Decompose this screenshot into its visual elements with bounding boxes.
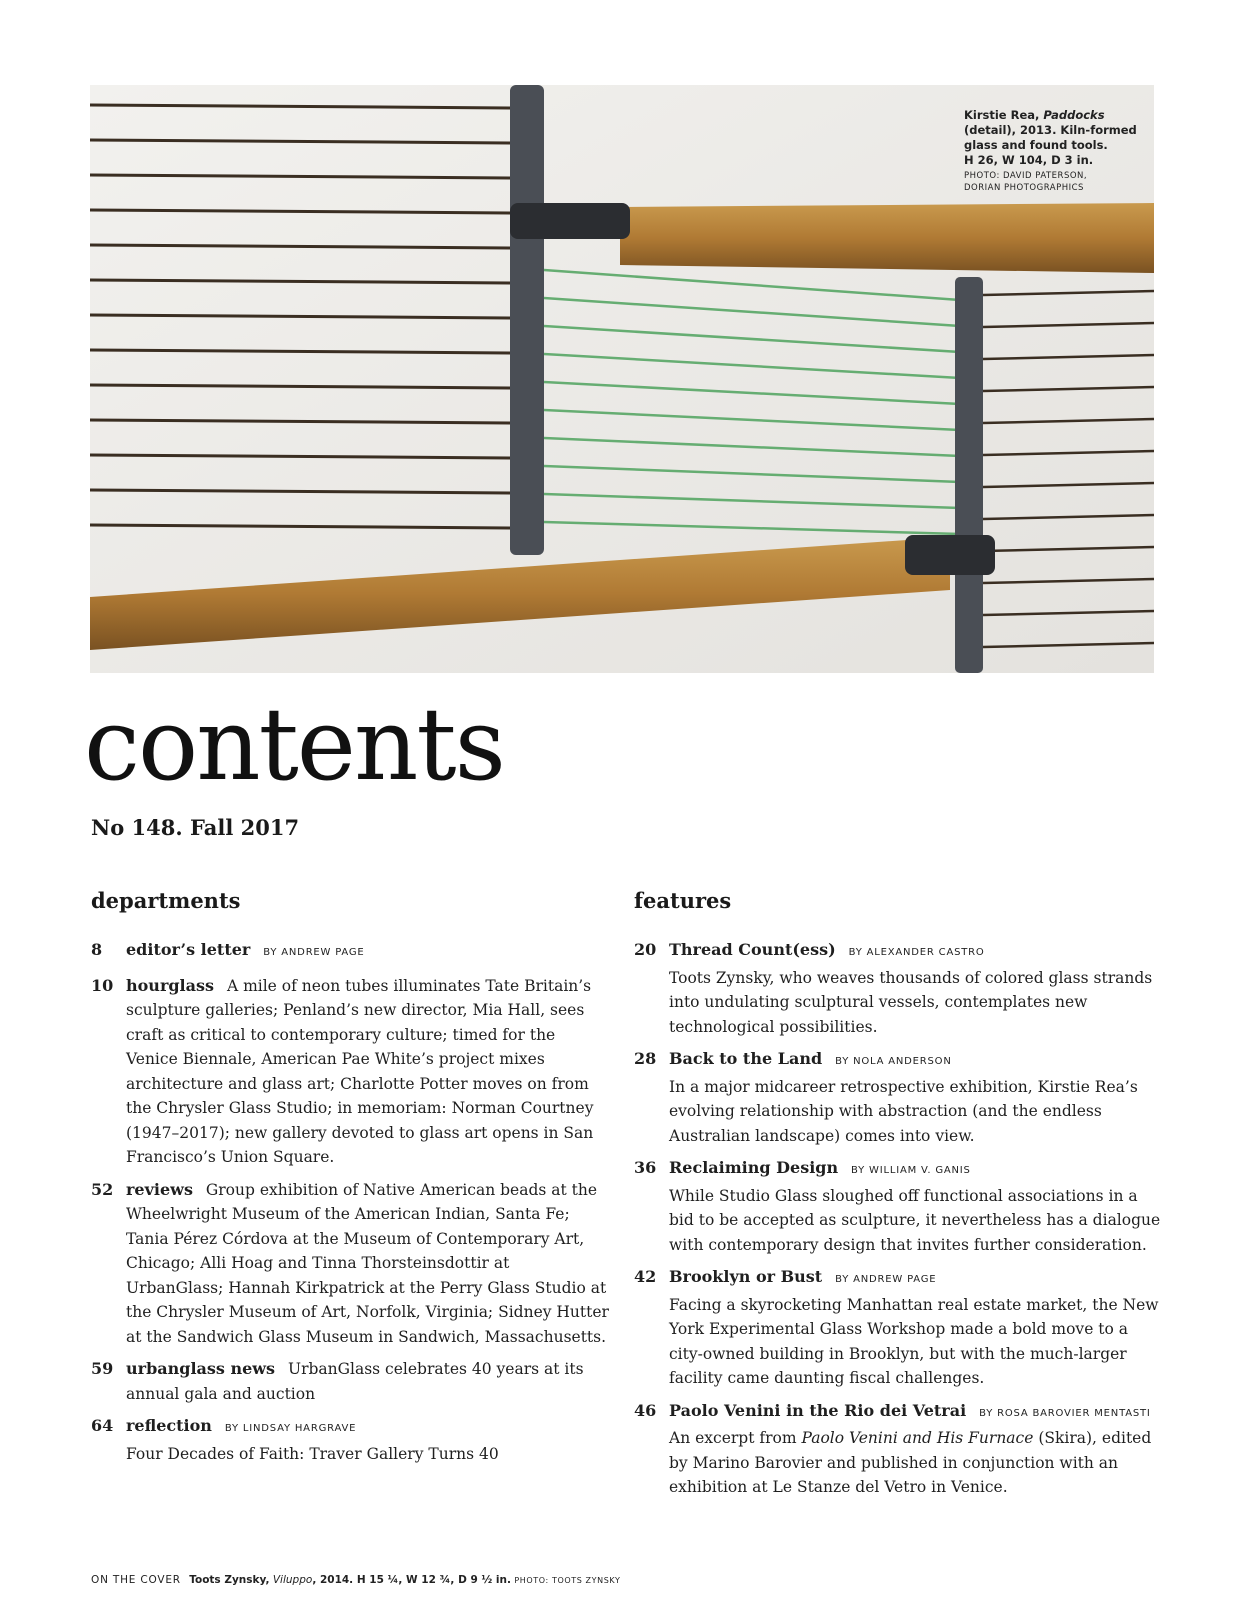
page-number: 52: [91, 1179, 114, 1199]
department-entry[interactable]: [91, 1357, 611, 1406]
entry-title: Thread Count(ess): [669, 940, 836, 959]
entry-description: Group exhibition of Native American beads at the Wheelwright Museum of the American Indian, Santa Fe; Tania Pérez Córdova at the Museum of Contemporary Art, Chicago; Alli Hoag and Tinna Thorsteinsdottir at UrbanGlass; Hannah Kirkpatrick at the Perry Glass Studio at the Chrysler Museum of Art, Norfolk, Virginia; Sidney Hutter at the Sandwich Glass Museum in Sandwich, Massachusetts.: [126, 1180, 609, 1346]
caption-dimensions: H 26, W 104, D 3 in.: [964, 153, 1094, 167]
entry-byline: BY ALEXANDER CASTRO: [848, 947, 985, 958]
entry-description: While Studio Glass sloughed off functional associations in a bid to be accepted as sculpture, it nevertheless has a dialogue with contemporary design that invites further consideration.: [669, 1186, 1161, 1254]
entry-description: Four Decades of Faith: Traver Gallery Turns 40: [126, 1444, 499, 1463]
entry-byline: BY ROSA BAROVIER MENTASTI: [979, 1407, 1151, 1419]
entry-title: Back to the Land: [669, 1049, 823, 1068]
entry-description: UrbanGlass celebrates 40 years at its annual gala and auction: [126, 1360, 584, 1403]
entry-title: urbanglass news: [126, 1359, 276, 1378]
page-title: contents: [84, 686, 504, 803]
description-text: (Skira), edited by Marino Barovier and published in conjunction with an exhibition at Le Stanze del Vetro in Venice.: [669, 1429, 1152, 1496]
department-entry[interactable]: [91, 1414, 611, 1466]
entry-title: editor’s letter: [126, 940, 251, 959]
features-list: [634, 938, 1164, 1508]
cover-work-title: Viluppo: [272, 1574, 313, 1586]
page-number: 10: [91, 975, 114, 995]
entry-title: Brooklyn or Bust: [669, 1267, 823, 1286]
departments-heading: departments: [91, 888, 241, 913]
entry-description: In a major midcareer retrospective exhibition, Kirstie Rea’s evolving relationship with abstraction (and the endless Australian landscape) comes into view.: [669, 1077, 1138, 1145]
cover-artist: Toots Zynsky,: [189, 1574, 270, 1586]
entry-title: reviews: [126, 1179, 193, 1199]
page-number: 59: [91, 1359, 114, 1378]
entry-byline: BY WILLIAM V. GANIS: [851, 1165, 971, 1176]
page-number: 36: [634, 1158, 657, 1177]
feature-entry[interactable]: [634, 1047, 1164, 1148]
department-entry[interactable]: [91, 974, 611, 1170]
book-title: Paolo Venini and His Furnace: [801, 1429, 1034, 1447]
entry-byline: BY ANDREW PAGE: [263, 947, 365, 958]
caption-title: Paddocks: [1043, 108, 1105, 122]
entry-description: A mile of neon tubes illuminates Tate Britain’s sculpture galleries; Penland’s new director, Mia Hall, sees craft as critical to contemporary culture; timed for the Venice Biennale, American Pae White’s project mixes architecture and glass art; Charlotte Potter moves on from the Chrysler Glass Studio; in memoriam: Norman Courtney (1947–2017); new gallery devoted to glass art opens in San Francisco’s Union Square.: [126, 976, 594, 1166]
entry-byline: BY NOLA ANDERSON: [835, 1056, 952, 1067]
entry-description: [669, 1426, 1164, 1500]
page-number: 28: [634, 1049, 657, 1068]
entry-title: hourglass: [126, 975, 215, 995]
department-entry[interactable]: [91, 938, 611, 966]
page-number: 20: [634, 940, 657, 959]
caption-credit-1: PHOTO: DAVID PATERSON,: [964, 171, 1088, 181]
page-number: 64: [91, 1416, 114, 1435]
feature-entry[interactable]: [634, 1156, 1164, 1257]
page-number: 42: [634, 1267, 657, 1286]
caption-artist: Kirstie Rea,: [964, 108, 1040, 122]
entry-byline: BY LINDSAY HARGRAVE: [224, 1423, 357, 1434]
cover-photo-credit: PHOTO: TOOTS ZYNSKY: [514, 1576, 621, 1585]
photo-caption: [964, 108, 1149, 194]
feature-entry[interactable]: [634, 1399, 1164, 1500]
page-number: 8: [91, 940, 103, 959]
entry-title: Reclaiming Design: [669, 1158, 839, 1177]
page-number: 46: [634, 1400, 657, 1420]
feature-entry[interactable]: [634, 1265, 1164, 1391]
caption-credit-2: DORIAN PHOTOGRAPHICS: [964, 183, 1084, 193]
entry-title: Paolo Venini in the Rio dei Vetrai: [669, 1400, 967, 1420]
entry-byline: BY ANDREW PAGE: [835, 1274, 937, 1285]
cover-label: ON THE COVER: [91, 1574, 181, 1586]
entry-description: Toots Zynsky, who weaves thousands of colored glass strands into undulating sculptural vessels, contemplates new technological possibilities.: [669, 968, 1153, 1036]
entry-description: Facing a skyrocketing Manhattan real estate market, the New York Experimental Glass Workshop made a bold move to a city-owned building in Brooklyn, but with the much-larger facility came daunting fiscal challenges.: [669, 1295, 1159, 1387]
caption-description: (detail), 2013. Kiln-formed glass and found tools.: [964, 123, 1137, 152]
departments-list: [91, 938, 611, 1474]
cover-details: , 2014. H 15 ¼, W 12 ¾, D 9 ½ in.: [312, 1574, 511, 1586]
description-text: An excerpt from: [669, 1429, 802, 1447]
features-heading: features: [634, 888, 732, 913]
department-entry[interactable]: [91, 1178, 611, 1350]
cover-credit: [91, 1574, 620, 1586]
issue-number: No 148. Fall 2017: [91, 815, 300, 840]
feature-entry[interactable]: [634, 938, 1164, 1039]
entry-title: reflection: [126, 1416, 212, 1435]
